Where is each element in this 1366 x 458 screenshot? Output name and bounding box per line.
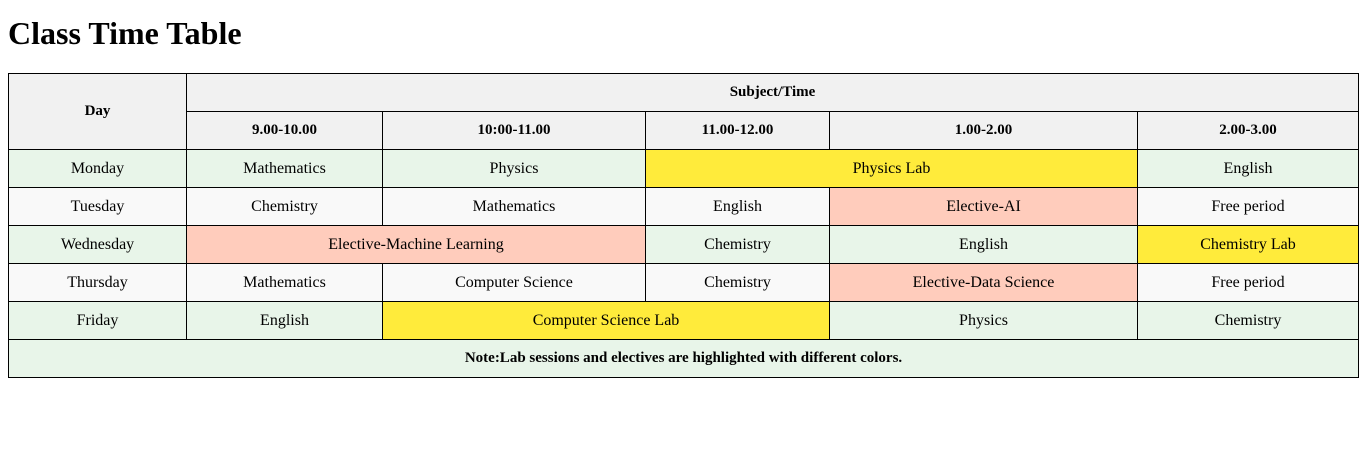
table-row-friday: [9, 302, 1359, 340]
table-row-tuesday: [9, 188, 1359, 226]
timetable: [8, 73, 1359, 378]
lab-cell: Chemistry Lab: [1138, 226, 1359, 264]
header-row-slots: [9, 112, 1359, 150]
header-slot: 1.00-2.00: [830, 112, 1138, 150]
header-slot: 11.00-12.00: [646, 112, 830, 150]
elective-cell: Elective-Machine Learning: [187, 226, 646, 264]
subject-cell: Computer Science: [383, 264, 646, 302]
table-row-wednesday: [9, 226, 1359, 264]
subject-cell: Physics: [383, 150, 646, 188]
page-title: Class Time Table: [8, 15, 242, 51]
subject-cell: Chemistry: [1138, 302, 1359, 340]
day-cell: Friday: [9, 302, 187, 340]
lab-cell: Physics Lab: [646, 150, 1138, 188]
subject-cell: English: [1138, 150, 1359, 188]
day-cell: Monday: [9, 150, 187, 188]
subject-cell: Physics: [830, 302, 1138, 340]
day-cell: Thursday: [9, 264, 187, 302]
elective-cell: Elective-AI: [830, 188, 1138, 226]
header-slot: 10:00-11.00: [383, 112, 646, 150]
table-row-monday: [9, 150, 1359, 188]
subject-cell: English: [187, 302, 383, 340]
day-cell: Wednesday: [9, 226, 187, 264]
subject-cell: Mathematics: [187, 264, 383, 302]
subject-cell: Chemistry: [646, 226, 830, 264]
table-row-thursday: [9, 264, 1359, 302]
note-row: [9, 340, 1359, 378]
subject-cell: Mathematics: [187, 150, 383, 188]
subject-cell: Mathematics: [383, 188, 646, 226]
header-subject-time: Subject/Time: [187, 74, 1359, 112]
subject-cell: Free period: [1138, 188, 1359, 226]
subject-cell: Chemistry: [646, 264, 830, 302]
subject-cell: English: [830, 226, 1138, 264]
lab-cell: Computer Science Lab: [383, 302, 830, 340]
header-slot: 9.00-10.00: [187, 112, 383, 150]
header-row-top: [9, 74, 1359, 112]
subject-cell: Free period: [1138, 264, 1359, 302]
header-day: Day: [9, 74, 187, 150]
subject-cell: English: [646, 188, 830, 226]
header-slot: 2.00-3.00: [1138, 112, 1359, 150]
elective-cell: Elective-Data Science: [830, 264, 1138, 302]
day-cell: Tuesday: [9, 188, 187, 226]
subject-cell: Chemistry: [187, 188, 383, 226]
note-cell: Note:Lab sessions and electives are highlighted with different colors.: [9, 340, 1359, 378]
